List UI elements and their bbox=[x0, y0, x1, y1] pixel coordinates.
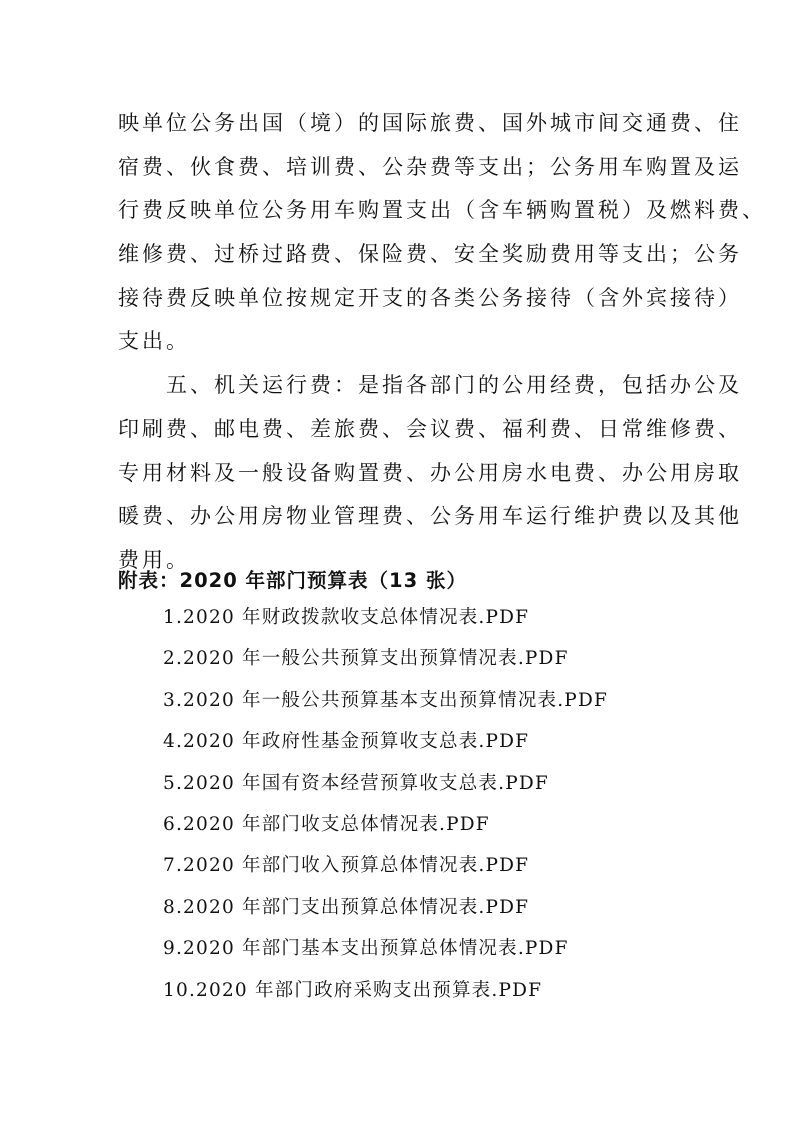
section-five-heading-line: 五、机关运行费：是指各部门的公用经费，包括办公及 bbox=[166, 373, 742, 398]
body-line: 映单位公务出国（境）的国际旅费、国外城市间交通费、住 bbox=[118, 111, 742, 135]
body-line: 专用材料及一般设备购置费、办公用房水电费、办公用房取 bbox=[118, 460, 742, 485]
body-line: 接待费反映单位按规定开支的各类公务接待（含外宾接待） bbox=[118, 285, 742, 310]
body-line: 暖费、办公用房物业管理费、公务用车运行维护费以及其他 bbox=[118, 504, 742, 529]
body-line: 宿费、伙食费、培训费、公杂费等支出；公务用车购置及运 bbox=[118, 154, 742, 179]
attachment-link[interactable]: 5.2020 年国有资本经营预算收支总表.PDF bbox=[163, 772, 549, 794]
attachment-link[interactable]: 9.2020 年部门基本支出预算总体情况表.PDF bbox=[163, 938, 569, 960]
body-line: 维修费、过桥过路费、保险费、安全奖励费用等支出；公务 bbox=[118, 242, 742, 267]
attachment-link[interactable]: 1.2020 年财政拨款收支总体情况表.PDF bbox=[163, 607, 530, 628]
body-line: 行费反映单位公务用车购置支出（含车辆购置税）及燃料费、 bbox=[118, 198, 766, 223]
body-line: 印刷费、邮电费、差旅费、会议费、福利费、日常维修费、 bbox=[118, 416, 742, 441]
attachment-link[interactable]: 3.2020 年一般公共预算基本支出预算情况表.PDF bbox=[163, 689, 609, 711]
attachment-link[interactable]: 4.2020 年政府性基金预算收支总表.PDF bbox=[163, 731, 530, 753]
body-text bbox=[118, 102, 766, 583]
attachment-link[interactable]: 7.2020 年部门收入预算总体情况表.PDF bbox=[163, 855, 530, 877]
attachments-title: 附表：2020 年部门预算表（13 张） bbox=[118, 569, 467, 592]
attachment-link[interactable]: 6.2020 年部门收支总体情况表.PDF bbox=[163, 813, 490, 835]
attachments-list bbox=[163, 601, 608, 1015]
body-line: 费用。 bbox=[118, 547, 190, 572]
body-line: 支出。 bbox=[118, 329, 190, 354]
attachment-link[interactable]: 8.2020 年部门支出预算总体情况表.PDF bbox=[163, 896, 530, 918]
attachment-link[interactable]: 2.2020 年一般公共预算支出预算情况表.PDF bbox=[163, 648, 569, 670]
attachment-link[interactable]: 10.2020 年部门政府采购支出预算表.PDF bbox=[163, 979, 543, 1001]
